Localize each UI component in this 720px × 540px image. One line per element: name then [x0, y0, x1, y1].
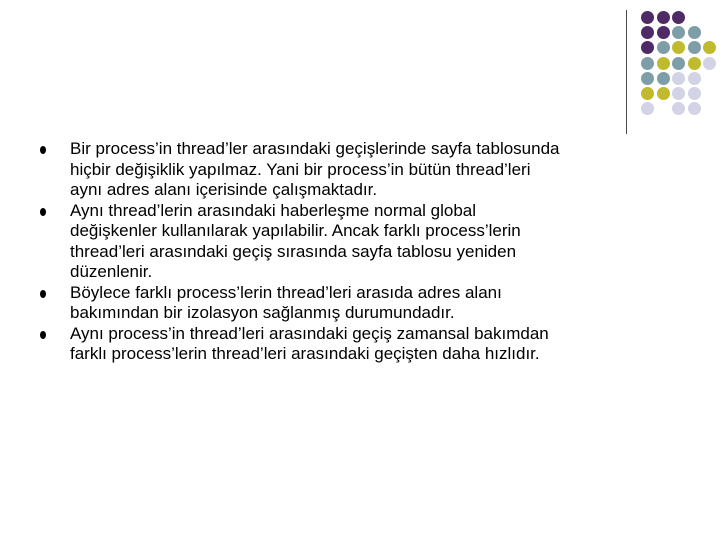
decorative-dot — [641, 57, 654, 70]
decorative-dot — [688, 41, 701, 54]
bullet-item-4 — [40, 324, 680, 365]
decorative-dot — [641, 26, 654, 39]
decorative-dot — [688, 87, 701, 100]
bullet-text-3 — [70, 283, 680, 324]
decorative-dot — [657, 57, 670, 70]
decorative-dot — [688, 72, 701, 85]
bullet-line: farklı process’lerin thread’leri arasındaki geçişten daha hızlıdır. — [70, 344, 540, 363]
vertical-divider-line — [626, 10, 627, 134]
decorative-dot — [672, 72, 685, 85]
bullet-line: Bir process’in thread’ler arasındaki geçişlerinde sayfa tablosunda — [70, 139, 560, 158]
bullet-line: aynı adres alanı içerisinde çalışmaktadır. — [70, 180, 378, 199]
decorative-dot — [657, 72, 670, 85]
bullet-line: thread’leri arasındaki geçiş sırasında sayfa tablosu yeniden — [70, 241, 517, 261]
bullet-dot-icon — [40, 208, 46, 216]
decorative-dot — [672, 26, 685, 39]
bullet-line: Böylece farklı process’lerin thread’leri arasıda adres alanı — [70, 282, 502, 302]
decorative-dot — [688, 102, 701, 115]
bullet-list — [40, 139, 680, 365]
bullet-dot-icon — [40, 331, 46, 339]
bullet-line: Aynı process’in thread’leri arasındaki geçiş zamansal bakımdan — [70, 323, 549, 343]
decorative-dot — [672, 102, 685, 115]
bullet-line: Aynı thread’lerin arasındaki haberleşme normal global — [70, 200, 477, 220]
bullet-dot-icon — [40, 290, 46, 298]
decorative-dot — [672, 57, 685, 70]
decorative-dot — [688, 57, 701, 70]
bullet-line: değişkenler kullanılarak yapılabilir. Ancak farklı process’lerin — [70, 221, 521, 240]
decorative-dot — [657, 26, 670, 39]
bullet-item-2 — [40, 201, 680, 283]
decorative-dot — [657, 11, 670, 24]
decorative-dot — [641, 11, 654, 24]
decorative-dot — [641, 72, 654, 85]
decorative-dot — [672, 87, 685, 100]
bullet-line: düzenlenir. — [70, 262, 153, 281]
decorative-dot — [641, 41, 654, 54]
decorative-dot — [641, 102, 654, 115]
bullet-dot-icon — [40, 146, 46, 154]
bullet-text-2 — [70, 201, 680, 283]
decorative-dot — [688, 26, 701, 39]
bullet-text-4 — [70, 324, 680, 365]
decorative-dot — [672, 41, 685, 54]
decorative-dot — [641, 87, 654, 100]
bullet-text-1 — [70, 139, 680, 201]
decorative-dot — [657, 41, 670, 54]
bullet-item-1 — [40, 139, 680, 201]
bullet-item-3 — [40, 283, 680, 324]
decorative-dot — [672, 11, 685, 24]
decorative-dot — [703, 41, 716, 54]
decorative-dot — [657, 87, 670, 100]
decorative-dot — [703, 57, 716, 70]
bullet-line: bakımından bir izolasyon sağlanmış durumundadır. — [70, 303, 455, 322]
slide-content — [40, 139, 680, 365]
bullet-line: hiçbir değişiklik yapılmaz. Yani bir process’in bütün thread’leri — [70, 159, 531, 179]
